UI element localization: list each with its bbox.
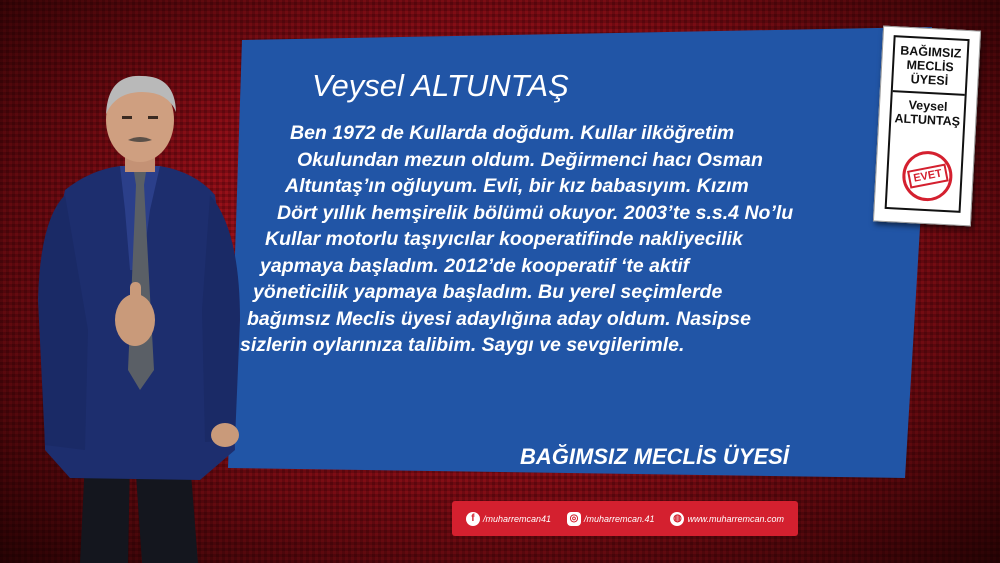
facebook-link[interactable] (466, 512, 551, 526)
website-link[interactable] (670, 512, 784, 526)
bio-line: sizlerin oylarınıza talibim. Saygı ve sevgilerimle. (240, 334, 685, 356)
bio-line: Altuntaş’ın oğluyum. Evli, bir kız babasıyım. Kızım (285, 175, 749, 197)
bio-line: Ben 1972 de Kullarda doğdum. Kullar ilköğretim (290, 122, 735, 144)
ballot-title-line: BAĞIMSIZ (899, 43, 962, 61)
candidate-photo (30, 70, 245, 563)
bio-line: Dört yıllık hemşirelik bölümü okuyor. 2003’te s.s.4 No’lu (277, 201, 794, 224)
facebook-handle: /muharremcan41 (482, 513, 552, 524)
biography-text (235, 120, 855, 359)
instagram-link[interactable] (567, 512, 655, 526)
ballot-candidate-last: ALTUNTAŞ (894, 111, 961, 129)
instagram-icon: ◎ (567, 512, 581, 526)
website-url: www.muharremcan.com (687, 513, 784, 524)
ballot-box (885, 35, 970, 213)
bio-line: Okulundan mezun oldum. Değirmenci hacı Osman (297, 148, 763, 171)
social-bar (452, 501, 798, 536)
evet-stamp (901, 150, 954, 203)
candidate-name: Veysel ALTUNTAŞ (312, 68, 569, 103)
facebook-icon: f (466, 512, 480, 526)
bio-line: yöneticilik yapmaya başladım. Bu yerel seçimlerde (253, 281, 723, 303)
ballot-paper (873, 26, 981, 227)
globe-icon: ◍ (670, 512, 684, 526)
bio-line: bağımsız Meclis üyesi adaylığına aday oldum. Nasipse (247, 307, 751, 330)
bio-line: Kullar motorlu taşıyıcılar kooperatifinde nakliyecilik (265, 228, 743, 250)
instagram-handle: /muharremcan.41 (583, 513, 655, 524)
ballot-candidate-first: Veysel (908, 98, 948, 115)
bio-line: yapmaya başladım. 2012’de kooperatif ‘te aktif (260, 254, 690, 277)
stamp-text: EVET (907, 164, 948, 189)
tagline: BAĞIMSIZ MECLİS ÜYESİ (520, 444, 789, 469)
ballot-title-line: ÜYESİ (910, 72, 949, 89)
ballot-title-line: MECLİS (906, 57, 955, 75)
ballot-divider (893, 90, 965, 96)
